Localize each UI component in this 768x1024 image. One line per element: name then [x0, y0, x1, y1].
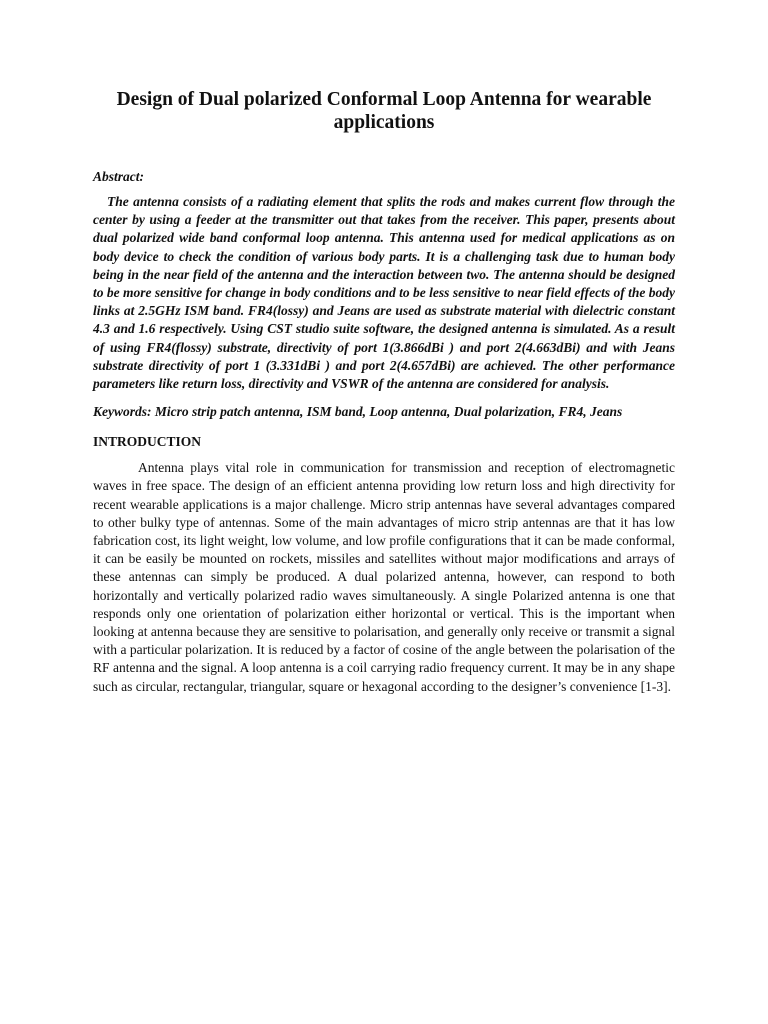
paper-page — [93, 88, 675, 696]
abstract-text: The antenna consists of a radiating element that splits the rods and makes current flow through the center by using a feeder at the transmitter out that takes from the receiver. This paper, presents about dual polarized wide band conformal loop antenna. This antenna used for medical applications as on body device to check the condition of various body parts. It is a challenging task due to human body being in the near field of the antenna and the interaction between two. The antenna should be designed to be more sensitive for change in body conditions and to be less sensitive to near field effects of the body links at 2.5GHz ISM band. FR4(lossy) and Jeans are used as substrate material with dielectric constant 4.3 and 1.6 respectively. Using CST studio suite software, the designed antenna is simulated. As a result of using FR4(flossy) substrate, directivity of port 1(3.866dBi ) and port 2(4.663dBi) and with Jeans substrate directivity of port 1 (3.331dBi ) and port 2(4.657dBi) are achieved. The other performance parameters like return loss, directivity and VSWR of the antenna are considered for analysis. — [93, 194, 675, 392]
abstract-heading: Abstract: — [93, 169, 145, 184]
introduction-text: Antenna plays vital role in communication for transmission and reception of electromagnetic waves in free space. The design of an efficient antenna providing low return loss and high directivity for recent wearable applications is a major challenge. Micro strip antennas have several advantages compared to other bulky type of antennas. Some of the main advantages of micro strip antennas are that it has low fabrication cost, its light weight, low volume, and low profile configurations that it can be made conformal, it can be easily be mounted on rockets, missiles and satellites without major modifications and arrays of these antennas can simply be produced. A dual polarized antenna, however, can respond to both horizontally and vertically polarized radio waves simultaneously. A single Polarized antenna is one that responds only one orientation of polarization either horizontal or vertical. This is the important when looking at antenna because they are sensitive to polarisation, and generally only receive or transmit a signal with a particular polarization. It is reduced by a factor of cosine of the angle between the polarisation of the RF antenna and the signal. A loop antenna is a coil carrying radio frequency current. It may be in any shape such as circular, rectangular, triangular, square or hexagonal according to the designer’s convenience [1-3]. — [93, 460, 675, 694]
paper-title: Design of Dual polarized Conformal Loop Antenna for wearable applications — [116, 89, 652, 133]
keywords: Keywords: Micro strip patch antenna, ISM band, Loop antenna, Dual polarization, FR4, Jeans — [93, 404, 623, 420]
section-heading-introduction: INTRODUCTION — [93, 434, 202, 450]
